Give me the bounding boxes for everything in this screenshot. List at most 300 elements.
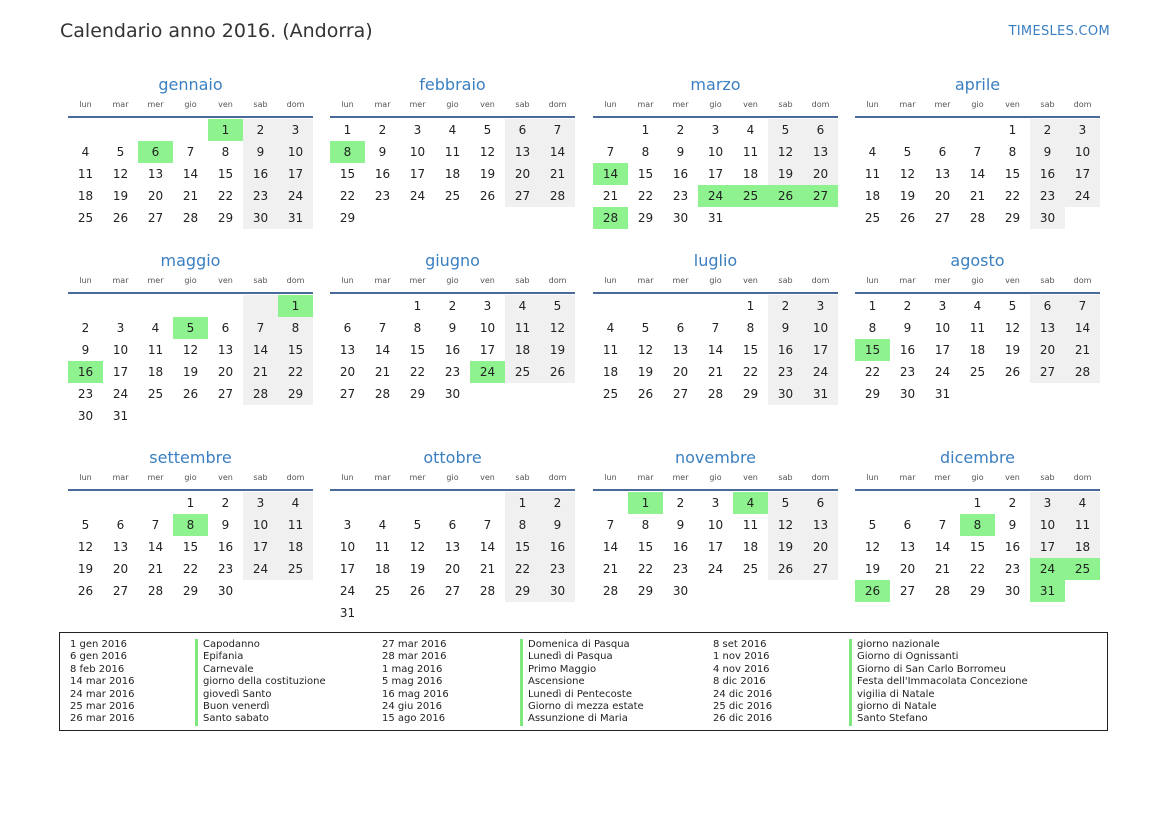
day-cell: 18	[742, 540, 759, 554]
legend-date: 28 mar 2016	[382, 651, 447, 663]
day-cell: 21	[374, 365, 391, 379]
day-cell: 29	[637, 584, 654, 598]
legend-holiday-name: Giorno di San Carlo Borromeu	[849, 664, 1006, 676]
day-cell: 11	[602, 343, 619, 357]
day-cell: 8	[868, 321, 877, 335]
empty-cell	[593, 492, 628, 514]
empty-cell	[470, 207, 505, 229]
weekday-label: sab	[1040, 100, 1055, 109]
day-cell: 10	[934, 321, 951, 335]
day-grid	[68, 119, 313, 229]
day-cell: 9	[378, 145, 387, 159]
day-cell: 7	[540, 119, 575, 141]
legend-date: 14 mar 2016	[70, 676, 135, 688]
weekday-label: dom	[286, 100, 305, 109]
day-cell: 22	[278, 361, 313, 383]
day-cell: 8	[278, 317, 313, 339]
weekday-label: mar	[112, 100, 129, 109]
legend-date: 6 gen 2016	[70, 651, 128, 663]
legend-entry	[70, 651, 326, 663]
legend-date: 27 mar 2016	[382, 639, 447, 650]
day-cell: 23	[444, 365, 461, 379]
day-cell: 20	[444, 562, 461, 576]
day-cell: 25	[742, 562, 759, 576]
empty-cell	[768, 207, 803, 229]
day-grid	[593, 119, 838, 229]
day-cell: 24	[934, 365, 951, 379]
month-maggio	[68, 251, 313, 427]
legend-date: 8 dic 2016	[713, 676, 766, 688]
month-divider	[330, 116, 575, 118]
day-cell: 4	[733, 492, 768, 514]
day-cell: 21	[479, 562, 496, 576]
month-luglio	[593, 251, 838, 405]
weekday-label: sab	[778, 276, 793, 285]
day-cell: 3	[243, 492, 278, 514]
legend-holiday-name: Capodanno	[195, 639, 260, 651]
day-cell: 8	[413, 321, 422, 335]
day-cell: 9	[676, 518, 685, 532]
legend-holiday-name: Carnevale	[195, 664, 254, 676]
empty-cell	[540, 602, 575, 624]
month-divider	[68, 489, 313, 491]
day-cell: 15	[409, 343, 426, 357]
day-cell: 18	[742, 167, 759, 181]
weekday-label: mar	[899, 100, 916, 109]
day-cell: 1	[628, 492, 663, 514]
empty-cell	[1065, 383, 1100, 405]
day-cell: 24	[1065, 185, 1100, 207]
legend-column-3	[713, 639, 1028, 726]
month-title: ottobre	[423, 448, 482, 467]
empty-cell	[243, 405, 278, 427]
weekday-label: sab	[778, 100, 793, 109]
day-cell: 18	[77, 189, 94, 203]
month-novembre	[593, 448, 838, 602]
day-cell: 25	[864, 211, 881, 225]
empty-cell	[400, 492, 435, 514]
day-cell: 24	[698, 185, 733, 207]
day-cell: 22	[217, 189, 234, 203]
legend-date: 25 mar 2016	[70, 701, 135, 713]
empty-cell	[960, 383, 995, 405]
day-cell: 3	[711, 496, 720, 510]
holiday-legend	[59, 632, 1108, 731]
day-cell: 25	[969, 365, 986, 379]
day-cell: 27	[339, 387, 356, 401]
day-cell: 30	[243, 207, 278, 229]
day-cell: 2	[540, 492, 575, 514]
legend-entry	[70, 664, 326, 676]
day-cell: 7	[606, 518, 615, 532]
weekday-label: dom	[286, 276, 305, 285]
day-cell: 28	[934, 584, 951, 598]
day-cell: 24	[243, 558, 278, 580]
month-gennaio	[68, 75, 313, 229]
day-cell: 4	[448, 123, 457, 137]
day-cell: 18	[505, 339, 540, 361]
page-title: Calendario anno 2016. (Andorra)	[60, 20, 373, 42]
day-cell: 25	[374, 584, 391, 598]
day-cell: 19	[899, 189, 916, 203]
day-cell: 2	[221, 496, 230, 510]
legend-entry	[382, 689, 644, 701]
weekday-header	[68, 98, 313, 112]
day-cell: 25	[77, 211, 94, 225]
empty-cell	[400, 602, 435, 624]
day-cell: 27	[217, 387, 234, 401]
day-cell: 15	[505, 536, 540, 558]
weekday-label: gio	[446, 473, 459, 482]
day-cell: 6	[116, 518, 125, 532]
day-cell: 22	[969, 562, 986, 576]
day-cell: 17	[243, 536, 278, 558]
weekday-label: mar	[374, 276, 391, 285]
empty-cell	[208, 405, 243, 427]
day-cell: 31	[278, 207, 313, 229]
month-title: febbraio	[419, 75, 486, 94]
day-cell: 26	[77, 584, 94, 598]
empty-cell	[925, 492, 960, 514]
weekday-label: gio	[971, 473, 984, 482]
month-aprile	[855, 75, 1100, 229]
day-cell: 18	[1065, 536, 1100, 558]
weekday-label: dom	[811, 276, 830, 285]
weekday-label: mar	[112, 473, 129, 482]
day-cell: 26	[899, 211, 916, 225]
day-cell: 22	[637, 562, 654, 576]
day-cell: 27	[672, 387, 689, 401]
weekday-label: sab	[253, 473, 268, 482]
month-title: marzo	[690, 75, 741, 94]
weekday-label: ven	[218, 473, 233, 482]
legend-entry	[70, 713, 326, 725]
month-title: settembre	[149, 448, 232, 467]
day-cell: 17	[1065, 163, 1100, 185]
day-cell: 29	[969, 584, 986, 598]
day-cell: 10	[243, 514, 278, 536]
day-cell: 3	[343, 518, 352, 532]
day-cell: 19	[479, 167, 496, 181]
weekday-label: gio	[184, 276, 197, 285]
weekday-label: mer	[934, 276, 951, 285]
day-cell: 11	[864, 167, 881, 181]
day-cell: 28	[602, 584, 619, 598]
day-cell: 9	[81, 343, 90, 357]
day-cell: 29	[409, 387, 426, 401]
empty-cell	[103, 295, 138, 317]
weekday-label: dom	[1073, 100, 1092, 109]
day-cell: 8	[641, 518, 650, 532]
month-marzo	[593, 75, 838, 229]
legend-entry	[382, 676, 644, 688]
day-cell: 18	[278, 536, 313, 558]
day-cell: 3	[1065, 119, 1100, 141]
day-cell: 6	[221, 321, 230, 335]
day-cell: 1	[343, 123, 352, 137]
day-cell: 9	[221, 518, 230, 532]
day-cell: 6	[138, 141, 173, 163]
weekday-header	[330, 471, 575, 485]
day-cell: 23	[217, 562, 234, 576]
month-ottobre	[330, 448, 575, 624]
day-cell: 6	[803, 492, 838, 514]
empty-cell	[890, 492, 925, 514]
day-cell: 20	[672, 365, 689, 379]
legend-holiday-name: Buon venerdì	[195, 701, 269, 713]
day-cell: 22	[182, 562, 199, 576]
legend-holiday-name: Giorno di mezza estate	[520, 701, 644, 713]
day-cell: 30	[77, 409, 94, 423]
day-cell: 20	[112, 562, 129, 576]
day-cell: 9	[676, 145, 685, 159]
day-cell: 1	[1008, 123, 1017, 137]
day-cell: 16	[1030, 163, 1065, 185]
day-cell: 29	[505, 580, 540, 602]
empty-cell	[1030, 383, 1065, 405]
weekday-header	[593, 98, 838, 112]
weekday-label: lun	[79, 100, 92, 109]
day-cell: 31	[803, 383, 838, 405]
day-cell: 17	[278, 163, 313, 185]
day-cell: 18	[969, 343, 986, 357]
weekday-header	[68, 471, 313, 485]
day-cell: 9	[1030, 141, 1065, 163]
empty-cell	[365, 295, 400, 317]
day-grid	[68, 492, 313, 602]
weekday-label: gio	[184, 473, 197, 482]
day-cell: 27	[803, 558, 838, 580]
day-cell: 11	[278, 514, 313, 536]
day-cell: 4	[973, 299, 982, 313]
day-cell: 28	[540, 185, 575, 207]
legend-entry	[70, 639, 326, 651]
day-cell: 13	[505, 141, 540, 163]
day-cell: 15	[339, 167, 356, 181]
day-cell: 5	[868, 518, 877, 532]
day-cell: 1	[641, 123, 650, 137]
day-cell: 6	[903, 518, 912, 532]
day-cell: 15	[1004, 167, 1021, 181]
day-cell: 3	[483, 299, 492, 313]
day-cell: 2	[243, 119, 278, 141]
legend-date: 5 mag 2016	[382, 676, 443, 688]
day-cell: 22	[505, 558, 540, 580]
day-cell: 13	[339, 343, 356, 357]
day-cell: 29	[1004, 211, 1021, 225]
empty-cell	[960, 119, 995, 141]
day-cell: 21	[243, 361, 278, 383]
legend-date: 1 gen 2016	[70, 639, 128, 650]
legend-date: 24 giu 2016	[382, 701, 442, 713]
day-cell: 19	[768, 163, 803, 185]
day-cell: 14	[593, 163, 628, 185]
day-cell: 2	[676, 496, 685, 510]
legend-entry	[70, 701, 326, 713]
day-cell: 24	[278, 185, 313, 207]
weekday-label: lun	[341, 473, 354, 482]
empty-cell	[435, 207, 470, 229]
day-cell: 21	[1065, 339, 1100, 361]
day-cell: 11	[147, 343, 164, 357]
day-cell: 19	[112, 189, 129, 203]
day-cell: 1	[505, 492, 540, 514]
day-cell: 16	[374, 167, 391, 181]
month-divider	[593, 116, 838, 118]
legend-date: 8 feb 2016	[70, 663, 125, 675]
day-cell: 31	[112, 409, 129, 423]
legend-date: 8 set 2016	[713, 639, 767, 650]
day-cell: 13	[803, 514, 838, 536]
weekday-label: mer	[934, 473, 951, 482]
day-cell: 12	[768, 141, 803, 163]
day-cell: 28	[182, 211, 199, 225]
day-cell: 10	[278, 141, 313, 163]
month-title: agosto	[950, 251, 1005, 270]
legend-entry	[70, 676, 326, 688]
day-cell: 22	[864, 365, 881, 379]
day-cell: 12	[182, 343, 199, 357]
empty-cell	[733, 207, 768, 229]
day-cell: 21	[182, 189, 199, 203]
day-cell: 27	[803, 185, 838, 207]
day-cell: 19	[1004, 343, 1021, 357]
day-cell: 6	[505, 119, 540, 141]
legend-entry	[382, 664, 644, 676]
legend-holiday-name: Lunedì di Pentecoste	[520, 689, 632, 701]
weekday-header	[330, 274, 575, 288]
day-cell: 28	[969, 211, 986, 225]
legend-entry	[713, 651, 1028, 663]
day-cell: 7	[1065, 295, 1100, 317]
weekday-label: ven	[743, 276, 758, 285]
day-cell: 16	[672, 540, 689, 554]
day-cell: 10	[112, 343, 129, 357]
month-title: giugno	[425, 251, 480, 270]
day-cell: 13	[112, 540, 129, 554]
empty-cell	[278, 405, 313, 427]
day-cell: 30	[1030, 207, 1065, 229]
weekday-label: ven	[218, 100, 233, 109]
day-cell: 23	[540, 558, 575, 580]
month-divider	[855, 489, 1100, 491]
day-cell: 23	[374, 189, 391, 203]
day-cell: 3	[278, 119, 313, 141]
legend-holiday-name: Santo Stefano	[849, 713, 928, 725]
day-cell: 7	[973, 145, 982, 159]
day-grid	[855, 295, 1100, 405]
day-cell: 26	[768, 185, 803, 207]
empty-cell	[470, 383, 505, 405]
day-cell: 29	[864, 387, 881, 401]
day-cell: 5	[540, 295, 575, 317]
day-grid	[68, 295, 313, 427]
legend-holiday-name: Lunedì di Pasqua	[520, 651, 613, 663]
month-title: dicembre	[939, 448, 1016, 467]
empty-cell	[330, 492, 365, 514]
day-cell: 15	[637, 167, 654, 181]
day-cell: 11	[77, 167, 94, 181]
day-cell: 16	[768, 339, 803, 361]
day-cell: 10	[479, 321, 496, 335]
day-cell: 23	[672, 189, 689, 203]
empty-cell	[103, 119, 138, 141]
day-cell: 19	[77, 562, 94, 576]
weekday-label: gio	[184, 100, 197, 109]
empty-cell	[1065, 207, 1100, 229]
day-cell: 2	[81, 321, 90, 335]
brand-link[interactable]: TIMESLES.COM	[1008, 24, 1110, 39]
legend-entry	[382, 639, 644, 651]
day-cell: 20	[147, 189, 164, 203]
day-cell: 2	[768, 295, 803, 317]
day-cell: 24	[409, 189, 426, 203]
day-cell: 16	[672, 167, 689, 181]
empty-cell	[803, 207, 838, 229]
legend-holiday-name: giorno di Natale	[849, 701, 937, 713]
day-cell: 15	[182, 540, 199, 554]
day-cell: 30	[899, 387, 916, 401]
day-cell: 10	[339, 540, 356, 554]
month-dicembre	[855, 448, 1100, 602]
day-cell: 29	[339, 211, 356, 225]
day-cell: 30	[672, 584, 689, 598]
empty-cell	[138, 492, 173, 514]
day-cell: 20	[505, 163, 540, 185]
day-cell: 11	[742, 518, 759, 532]
empty-cell	[400, 207, 435, 229]
weekday-label: gio	[709, 276, 722, 285]
legend-entry	[713, 639, 1028, 651]
day-cell: 7	[378, 321, 387, 335]
weekday-label: dom	[811, 100, 830, 109]
empty-cell	[173, 295, 208, 317]
day-cell: 14	[969, 167, 986, 181]
weekday-label: mar	[637, 473, 654, 482]
day-cell: 10	[1030, 514, 1065, 536]
empty-cell	[733, 580, 768, 602]
weekday-label: ven	[1005, 100, 1020, 109]
weekday-label: ven	[1005, 276, 1020, 285]
day-cell: 16	[540, 536, 575, 558]
day-cell: 24	[1030, 558, 1065, 580]
month-divider	[593, 292, 838, 294]
empty-cell	[925, 119, 960, 141]
day-cell: 5	[483, 123, 492, 137]
day-cell: 12	[1004, 321, 1021, 335]
day-cell: 21	[147, 562, 164, 576]
day-cell: 30	[540, 580, 575, 602]
empty-cell	[278, 580, 313, 602]
empty-cell	[173, 405, 208, 427]
day-cell: 24	[803, 361, 838, 383]
legend-date: 26 mar 2016	[70, 713, 135, 725]
empty-cell	[505, 383, 540, 405]
legend-date: 25 dic 2016	[713, 701, 773, 713]
day-cell: 9	[448, 321, 457, 335]
day-cell: 1	[868, 299, 877, 313]
weekday-label: sab	[253, 276, 268, 285]
day-cell: 19	[182, 365, 199, 379]
day-cell: 3	[413, 123, 422, 137]
weekday-label: sab	[515, 473, 530, 482]
day-cell: 9	[1008, 518, 1017, 532]
day-cell: 27	[147, 211, 164, 225]
weekday-label: sab	[515, 276, 530, 285]
weekday-label: lun	[866, 473, 879, 482]
day-cell: 27	[1030, 361, 1065, 383]
day-cell: 16	[243, 163, 278, 185]
